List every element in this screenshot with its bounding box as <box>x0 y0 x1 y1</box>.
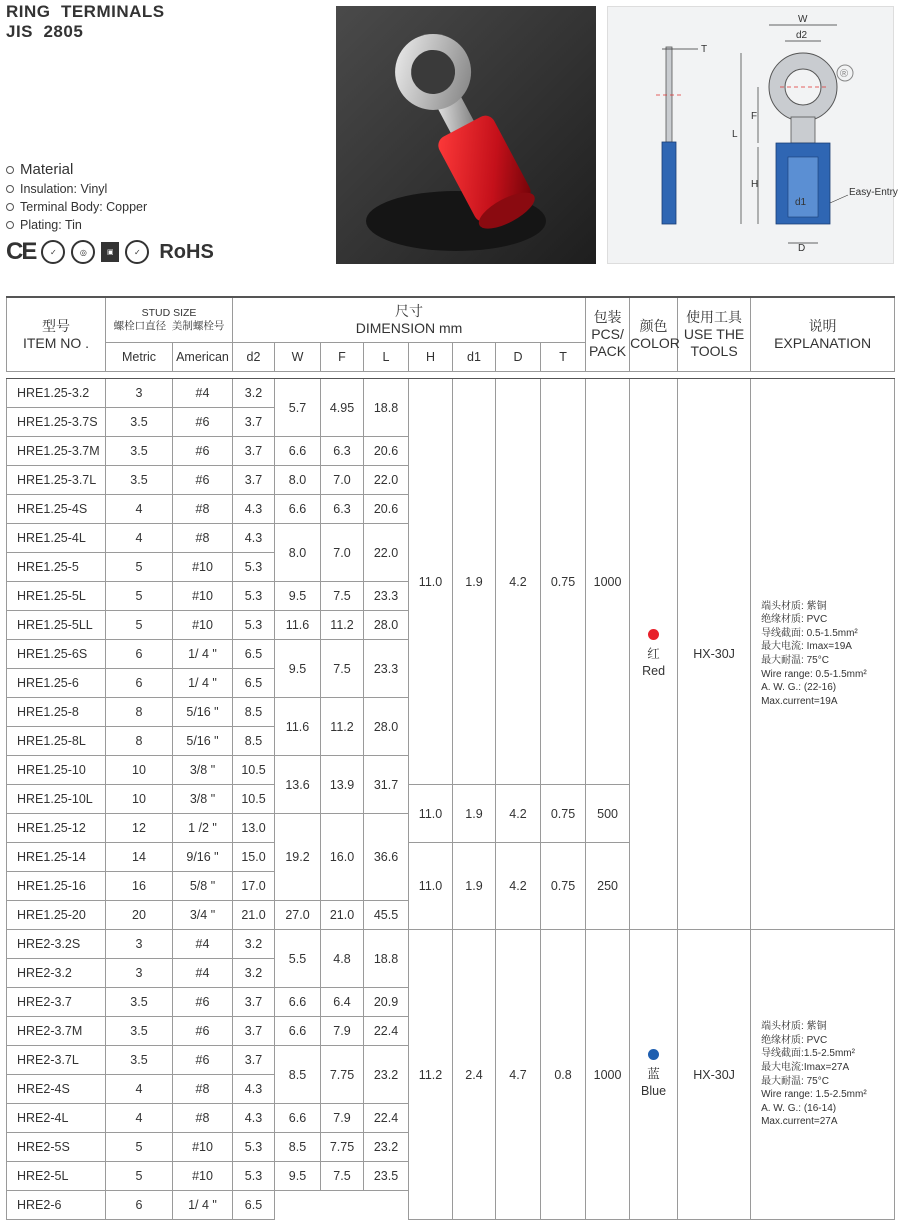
ring-terminal-photo-icon <box>336 6 596 264</box>
explanation-line: A. W. G.: (16-14) <box>761 1102 837 1114</box>
american-cell: 5/16 " <box>173 727 233 756</box>
w-cell: 11.6 <box>275 611 321 640</box>
d-cell: 4.7 <box>496 930 541 1220</box>
d2-cell: 10.5 <box>233 756 275 785</box>
w-cell: 13.6 <box>275 756 321 814</box>
f-cell: 11.2 <box>321 611 364 640</box>
item-no-cell: HRE1.25-16 <box>7 872 106 901</box>
t-cell: 0.75 <box>541 379 586 785</box>
metric-cell: 3 <box>106 930 173 959</box>
l-cell: 28.0 <box>364 698 409 756</box>
d2-cell: 4.3 <box>233 495 275 524</box>
american-cell: #4 <box>173 930 233 959</box>
metric-cell: 5 <box>106 1133 173 1162</box>
metric-cell: 6 <box>106 669 173 698</box>
bullet-icon <box>6 221 14 229</box>
f-cell: 16.0 <box>321 814 364 901</box>
l-cell: 22.0 <box>364 466 409 495</box>
header-spacer <box>7 372 895 379</box>
american-cell: 1/ 4 " <box>173 640 233 669</box>
d2-cell: 3.7 <box>233 408 275 437</box>
header-dimension: 尺寸 DIMENSION mm <box>233 297 586 343</box>
american-cell: 1 /2 " <box>173 814 233 843</box>
h-cell: 11.0 <box>409 785 453 843</box>
f-cell: 6.3 <box>321 437 364 466</box>
header-l: L <box>364 343 409 372</box>
t-cell: 0.8 <box>541 930 586 1220</box>
label-l: L <box>732 129 738 140</box>
material-properties <box>6 160 147 234</box>
w-cell: 9.5 <box>275 1162 321 1191</box>
label-f: F <box>751 111 758 122</box>
american-cell: #6 <box>173 437 233 466</box>
h-cell: 11.0 <box>409 843 453 930</box>
metric-cell: 14 <box>106 843 173 872</box>
color-cell <box>630 379 678 930</box>
american-cell: #10 <box>173 553 233 582</box>
d2-cell: 4.3 <box>233 1104 275 1133</box>
label-d1: d1 <box>795 197 807 208</box>
color-dot-icon <box>648 1049 659 1060</box>
f-cell: 7.0 <box>321 524 364 582</box>
metric-cell: 16 <box>106 872 173 901</box>
title-line-1: RING TERMINALS <box>6 2 165 21</box>
american-cell: #10 <box>173 1133 233 1162</box>
item-no-cell: HRE1.25-3.2 <box>7 379 106 408</box>
f-cell: 6.3 <box>321 495 364 524</box>
header-stud-size: STUD SIZE 螺栓口直径 美制螺栓号 <box>106 297 233 343</box>
d2-cell: 4.3 <box>233 1075 275 1104</box>
spec-table <box>6 296 895 1220</box>
h-cell: 11.2 <box>409 930 453 1220</box>
metric-cell: 3 <box>106 959 173 988</box>
explanation-line: 最大耐温: 75°C <box>761 655 829 666</box>
label-w: W <box>798 14 808 25</box>
metric-cell: 5 <box>106 1162 173 1191</box>
explanation-line: 绝缘材质: PVC <box>761 1034 828 1046</box>
plating-text: Plating: Tin <box>20 218 82 232</box>
american-cell: #8 <box>173 1104 233 1133</box>
american-cell: 5/16 " <box>173 698 233 727</box>
item-no-cell: HRE1.25-14 <box>7 843 106 872</box>
american-cell: #8 <box>173 1075 233 1104</box>
metric-cell: 4 <box>106 1104 173 1133</box>
metric-cell: 5 <box>106 611 173 640</box>
american-cell: #6 <box>173 1017 233 1046</box>
explanation-cell <box>751 379 895 930</box>
explanation-line: Max.current=19A <box>761 695 838 707</box>
f-cell: 6.4 <box>321 988 364 1017</box>
header-explanation: 说明 EXPLANATION <box>751 297 895 372</box>
header-w: W <box>275 343 321 372</box>
l-cell: 20.6 <box>364 495 409 524</box>
item-no-cell: HRE1.25-6 <box>7 669 106 698</box>
explanation-line: 最大电流:Imax=27A <box>761 1061 850 1073</box>
metric-cell: 8 <box>106 727 173 756</box>
american-cell: #10 <box>173 611 233 640</box>
item-no-cell: HRE2-6 <box>7 1191 106 1220</box>
bullet-icon <box>6 166 14 174</box>
item-no-cell: HRE1.25-8L <box>7 727 106 756</box>
d2-cell: 3.7 <box>233 1046 275 1075</box>
explanation-line: 最大耐温: 75°C <box>761 1075 829 1087</box>
d2-cell: 10.5 <box>233 785 275 814</box>
bullet-icon <box>6 185 14 193</box>
terminal-diagram-icon <box>608 7 898 263</box>
label-easy-entry: Easy-Entry <box>849 187 898 198</box>
header-pcs-pack: 包装 PCS/ PACK <box>586 297 630 372</box>
l-cell: 23.2 <box>364 1046 409 1104</box>
american-cell: #8 <box>173 524 233 553</box>
metric-cell: 10 <box>106 785 173 814</box>
american-cell: 3/8 " <box>173 756 233 785</box>
f-cell: 21.0 <box>321 901 364 930</box>
l-cell: 22.0 <box>364 524 409 582</box>
w-cell: 8.5 <box>275 1133 321 1162</box>
item-no-cell: HRE1.25-5LL <box>7 611 106 640</box>
item-no-cell: HRE1.25-4L <box>7 524 106 553</box>
explanation-line: A. W. G.: (22-16) <box>761 682 837 694</box>
sgs-seal-icon: ✓ <box>125 240 149 264</box>
metric-cell: 3.5 <box>106 466 173 495</box>
metric-cell: 4 <box>106 1075 173 1104</box>
w-cell: 6.6 <box>275 1017 321 1046</box>
d2-cell: 3.2 <box>233 959 275 988</box>
material-heading: Material <box>20 161 74 178</box>
w-cell: 19.2 <box>275 814 321 901</box>
metric-cell: 10 <box>106 756 173 785</box>
w-cell: 9.5 <box>275 582 321 611</box>
explanation-line: 端头材质: 紫铜 <box>761 600 827 612</box>
f-cell: 7.9 <box>321 1017 364 1046</box>
certification-marks <box>6 236 214 268</box>
l-cell: 20.6 <box>364 437 409 466</box>
d2-cell: 3.2 <box>233 379 275 408</box>
american-cell: 5/8 " <box>173 872 233 901</box>
h-cell: 11.0 <box>409 379 453 785</box>
header-d: D <box>496 343 541 372</box>
header-metric: Metric <box>106 343 173 372</box>
title-line-2: JIS 2805 <box>6 22 84 41</box>
d2-cell: 17.0 <box>233 872 275 901</box>
item-no-cell: HRE1.25-3.7M <box>7 437 106 466</box>
label-d2: d2 <box>796 30 808 41</box>
item-no-cell: HRE2-3.2 <box>7 959 106 988</box>
d2-cell: 6.5 <box>233 640 275 669</box>
d-cell: 4.2 <box>496 785 541 843</box>
d2-cell: 3.2 <box>233 930 275 959</box>
american-cell: #4 <box>173 959 233 988</box>
header-t: T <box>541 343 586 372</box>
item-no-cell: HRE1.25-10L <box>7 785 106 814</box>
d1-cell: 1.9 <box>453 843 496 930</box>
w-cell: 6.6 <box>275 988 321 1017</box>
header-d1: d1 <box>453 343 496 372</box>
l-cell: 28.0 <box>364 611 409 640</box>
f-cell: 11.2 <box>321 698 364 756</box>
metric-cell: 6 <box>106 640 173 669</box>
american-cell: #4 <box>173 379 233 408</box>
w-cell: 9.5 <box>275 640 321 698</box>
t-cell: 0.75 <box>541 843 586 930</box>
color-name-en: Red <box>642 663 666 678</box>
explanation-line: 端头材质: 紫铜 <box>761 1021 827 1033</box>
explanation-cell <box>751 930 895 1220</box>
american-cell: #6 <box>173 408 233 437</box>
d2-cell: 3.7 <box>233 437 275 466</box>
f-cell: 7.5 <box>321 582 364 611</box>
pack-cell: 250 <box>586 843 630 930</box>
item-no-cell: HRE1.25-4S <box>7 495 106 524</box>
l-cell: 23.3 <box>364 640 409 698</box>
explanation-line: 导线截面:1.5-2.5mm² <box>761 1048 855 1060</box>
item-no-cell: HRE2-3.7 <box>7 988 106 1017</box>
color-name-cn: 蓝 <box>647 1067 660 1081</box>
f-cell: 7.5 <box>321 640 364 698</box>
w-cell: 8.5 <box>275 1046 321 1104</box>
explanation-line: Max.current=27A <box>761 1116 838 1128</box>
l-cell: 20.9 <box>364 988 409 1017</box>
quality-badge-icon: ▣ <box>101 242 119 262</box>
header-item-no: 型号 ITEM NO . <box>7 297 106 372</box>
l-cell: 18.8 <box>364 930 409 988</box>
item-no-cell: HRE1.25-5 <box>7 553 106 582</box>
d2-cell: 5.3 <box>233 553 275 582</box>
d2-cell: 8.5 <box>233 698 275 727</box>
item-no-cell: HRE1.25-12 <box>7 814 106 843</box>
color-cell <box>630 930 678 1220</box>
d2-cell: 4.3 <box>233 524 275 553</box>
f-cell: 7.75 <box>321 1046 364 1104</box>
american-cell: 1/ 4 " <box>173 1191 233 1220</box>
american-cell: 1/ 4 " <box>173 669 233 698</box>
metric-cell: 6 <box>106 1191 173 1220</box>
pack-cell: 500 <box>586 785 630 843</box>
metric-cell: 5 <box>106 553 173 582</box>
f-cell: 7.0 <box>321 466 364 495</box>
metric-cell: 3.5 <box>106 1017 173 1046</box>
l-cell: 22.4 <box>364 1104 409 1133</box>
label-h: H <box>751 179 759 190</box>
d2-cell: 5.3 <box>233 1162 275 1191</box>
header-f: F <box>321 343 364 372</box>
tool-cell: HX-30J <box>678 379 751 930</box>
registered-mark: ® <box>840 68 849 80</box>
rohs-mark: RoHS <box>159 240 214 263</box>
d2-cell: 3.7 <box>233 1017 275 1046</box>
color-name-cn: 红 <box>647 646 660 661</box>
l-cell: 23.2 <box>364 1133 409 1162</box>
american-cell: #6 <box>173 466 233 495</box>
product-photo <box>336 6 596 264</box>
ccc-seal-icon: ◎ <box>71 240 95 264</box>
d1-cell: 1.9 <box>453 379 496 785</box>
d2-cell: 3.7 <box>233 466 275 495</box>
d2-cell: 21.0 <box>233 901 275 930</box>
header-d2: d2 <box>233 343 275 372</box>
american-cell: 9/16 " <box>173 843 233 872</box>
item-no-cell: HRE2-4L <box>7 1104 106 1133</box>
w-cell: 6.6 <box>275 495 321 524</box>
metric-cell: 20 <box>106 901 173 930</box>
f-cell: 7.5 <box>321 1162 364 1191</box>
w-cell: 6.6 <box>275 437 321 466</box>
table-row <box>7 930 895 959</box>
metric-cell: 4 <box>106 495 173 524</box>
color-dot-icon <box>648 629 659 640</box>
item-no-cell: HRE2-4S <box>7 1075 106 1104</box>
d2-cell: 3.7 <box>233 988 275 1017</box>
explanation-line: 导线截面: 0.5-1.5mm² <box>761 627 858 639</box>
american-cell: #6 <box>173 988 233 1017</box>
explanation-line: 最大电流: Imax=19A <box>761 641 852 653</box>
w-cell: 5.5 <box>275 930 321 988</box>
f-cell: 13.9 <box>321 756 364 814</box>
terminal-body-text: Terminal Body: Copper <box>20 200 148 214</box>
item-no-cell: HRE1.25-6S <box>7 640 106 669</box>
american-cell: #10 <box>173 1162 233 1191</box>
item-no-cell: HRE1.25-10 <box>7 756 106 785</box>
f-cell: 7.9 <box>321 1104 364 1133</box>
d2-cell: 6.5 <box>233 1191 275 1220</box>
american-cell: 3/4 " <box>173 901 233 930</box>
l-cell: 31.7 <box>364 756 409 814</box>
item-no-cell: HRE2-3.7L <box>7 1046 106 1075</box>
item-no-cell: HRE1.25-5L <box>7 582 106 611</box>
table-row <box>7 379 895 408</box>
american-cell: 3/8 " <box>173 785 233 814</box>
spec-table-body <box>7 379 895 1220</box>
pack-cell: 1000 <box>586 930 630 1220</box>
header-tools: 使用工具 USE THE TOOLS <box>678 297 751 372</box>
d1-cell: 2.4 <box>453 930 496 1220</box>
dimension-drawing <box>607 6 898 264</box>
w-cell: 11.6 <box>275 698 321 756</box>
header-american: American <box>173 343 233 372</box>
metric-cell: 3.5 <box>106 988 173 1017</box>
american-cell: #8 <box>173 495 233 524</box>
d2-cell: 5.3 <box>233 582 275 611</box>
item-no-cell: HRE2-5S <box>7 1133 106 1162</box>
w-cell: 27.0 <box>275 901 321 930</box>
header-h: H <box>409 343 453 372</box>
color-name-en: Blue <box>641 1084 667 1098</box>
d2-cell: 6.5 <box>233 669 275 698</box>
explanation-line: Wire range: 1.5-2.5mm² <box>761 1089 867 1101</box>
american-cell: #10 <box>173 582 233 611</box>
item-no-cell: HRE2-3.2S <box>7 930 106 959</box>
l-cell: 23.5 <box>364 1162 409 1191</box>
d2-cell: 8.5 <box>233 727 275 756</box>
header-color: 颜色 COLOR <box>630 297 678 372</box>
tool-cell: HX-30J <box>678 930 751 1220</box>
d2-cell: 5.3 <box>233 611 275 640</box>
item-no-cell: HRE2-5L <box>7 1162 106 1191</box>
w-cell: 8.0 <box>275 466 321 495</box>
f-cell: 4.95 <box>321 379 364 437</box>
ce-mark-icon: CE <box>6 238 36 265</box>
metric-cell: 4 <box>106 524 173 553</box>
f-cell: 7.75 <box>321 1133 364 1162</box>
l-cell: 36.6 <box>364 814 409 901</box>
d2-cell: 13.0 <box>233 814 275 843</box>
w-cell: 6.6 <box>275 1104 321 1133</box>
insulation-text: Insulation: Vinyl <box>20 182 108 196</box>
l-cell: 18.8 <box>364 379 409 437</box>
d1-cell: 1.9 <box>453 785 496 843</box>
metric-cell: 3.5 <box>106 1046 173 1075</box>
item-no-cell: HRE1.25-3.7S <box>7 408 106 437</box>
american-cell: #6 <box>173 1046 233 1075</box>
label-d: D <box>798 243 806 254</box>
bullet-icon <box>6 203 14 211</box>
item-no-cell: HRE2-3.7M <box>7 1017 106 1046</box>
label-t: T <box>701 44 708 55</box>
l-cell: 23.3 <box>364 582 409 611</box>
l-cell: 45.5 <box>364 901 409 930</box>
item-no-cell: HRE1.25-8 <box>7 698 106 727</box>
w-cell: 8.0 <box>275 524 321 582</box>
page-title <box>6 2 165 42</box>
l-cell: 22.4 <box>364 1017 409 1046</box>
explanation-line: Wire range: 0.5-1.5mm² <box>761 668 867 680</box>
explanation-line: 绝缘材质: PVC <box>761 614 828 626</box>
w-cell: 5.7 <box>275 379 321 437</box>
d-cell: 4.2 <box>496 379 541 785</box>
metric-cell: 8 <box>106 698 173 727</box>
d2-cell: 5.3 <box>233 1133 275 1162</box>
f-cell: 4.8 <box>321 930 364 988</box>
metric-cell: 3.5 <box>106 408 173 437</box>
metric-cell: 3 <box>106 379 173 408</box>
d-cell: 4.2 <box>496 843 541 930</box>
metric-cell: 12 <box>106 814 173 843</box>
metric-cell: 3.5 <box>106 437 173 466</box>
metric-cell: 5 <box>106 582 173 611</box>
item-no-cell: HRE1.25-3.7L <box>7 466 106 495</box>
pack-cell: 1000 <box>586 379 630 785</box>
t-cell: 0.75 <box>541 785 586 843</box>
approval-seal-icon: ✓ <box>41 240 65 264</box>
item-no-cell: HRE1.25-20 <box>7 901 106 930</box>
d2-cell: 15.0 <box>233 843 275 872</box>
